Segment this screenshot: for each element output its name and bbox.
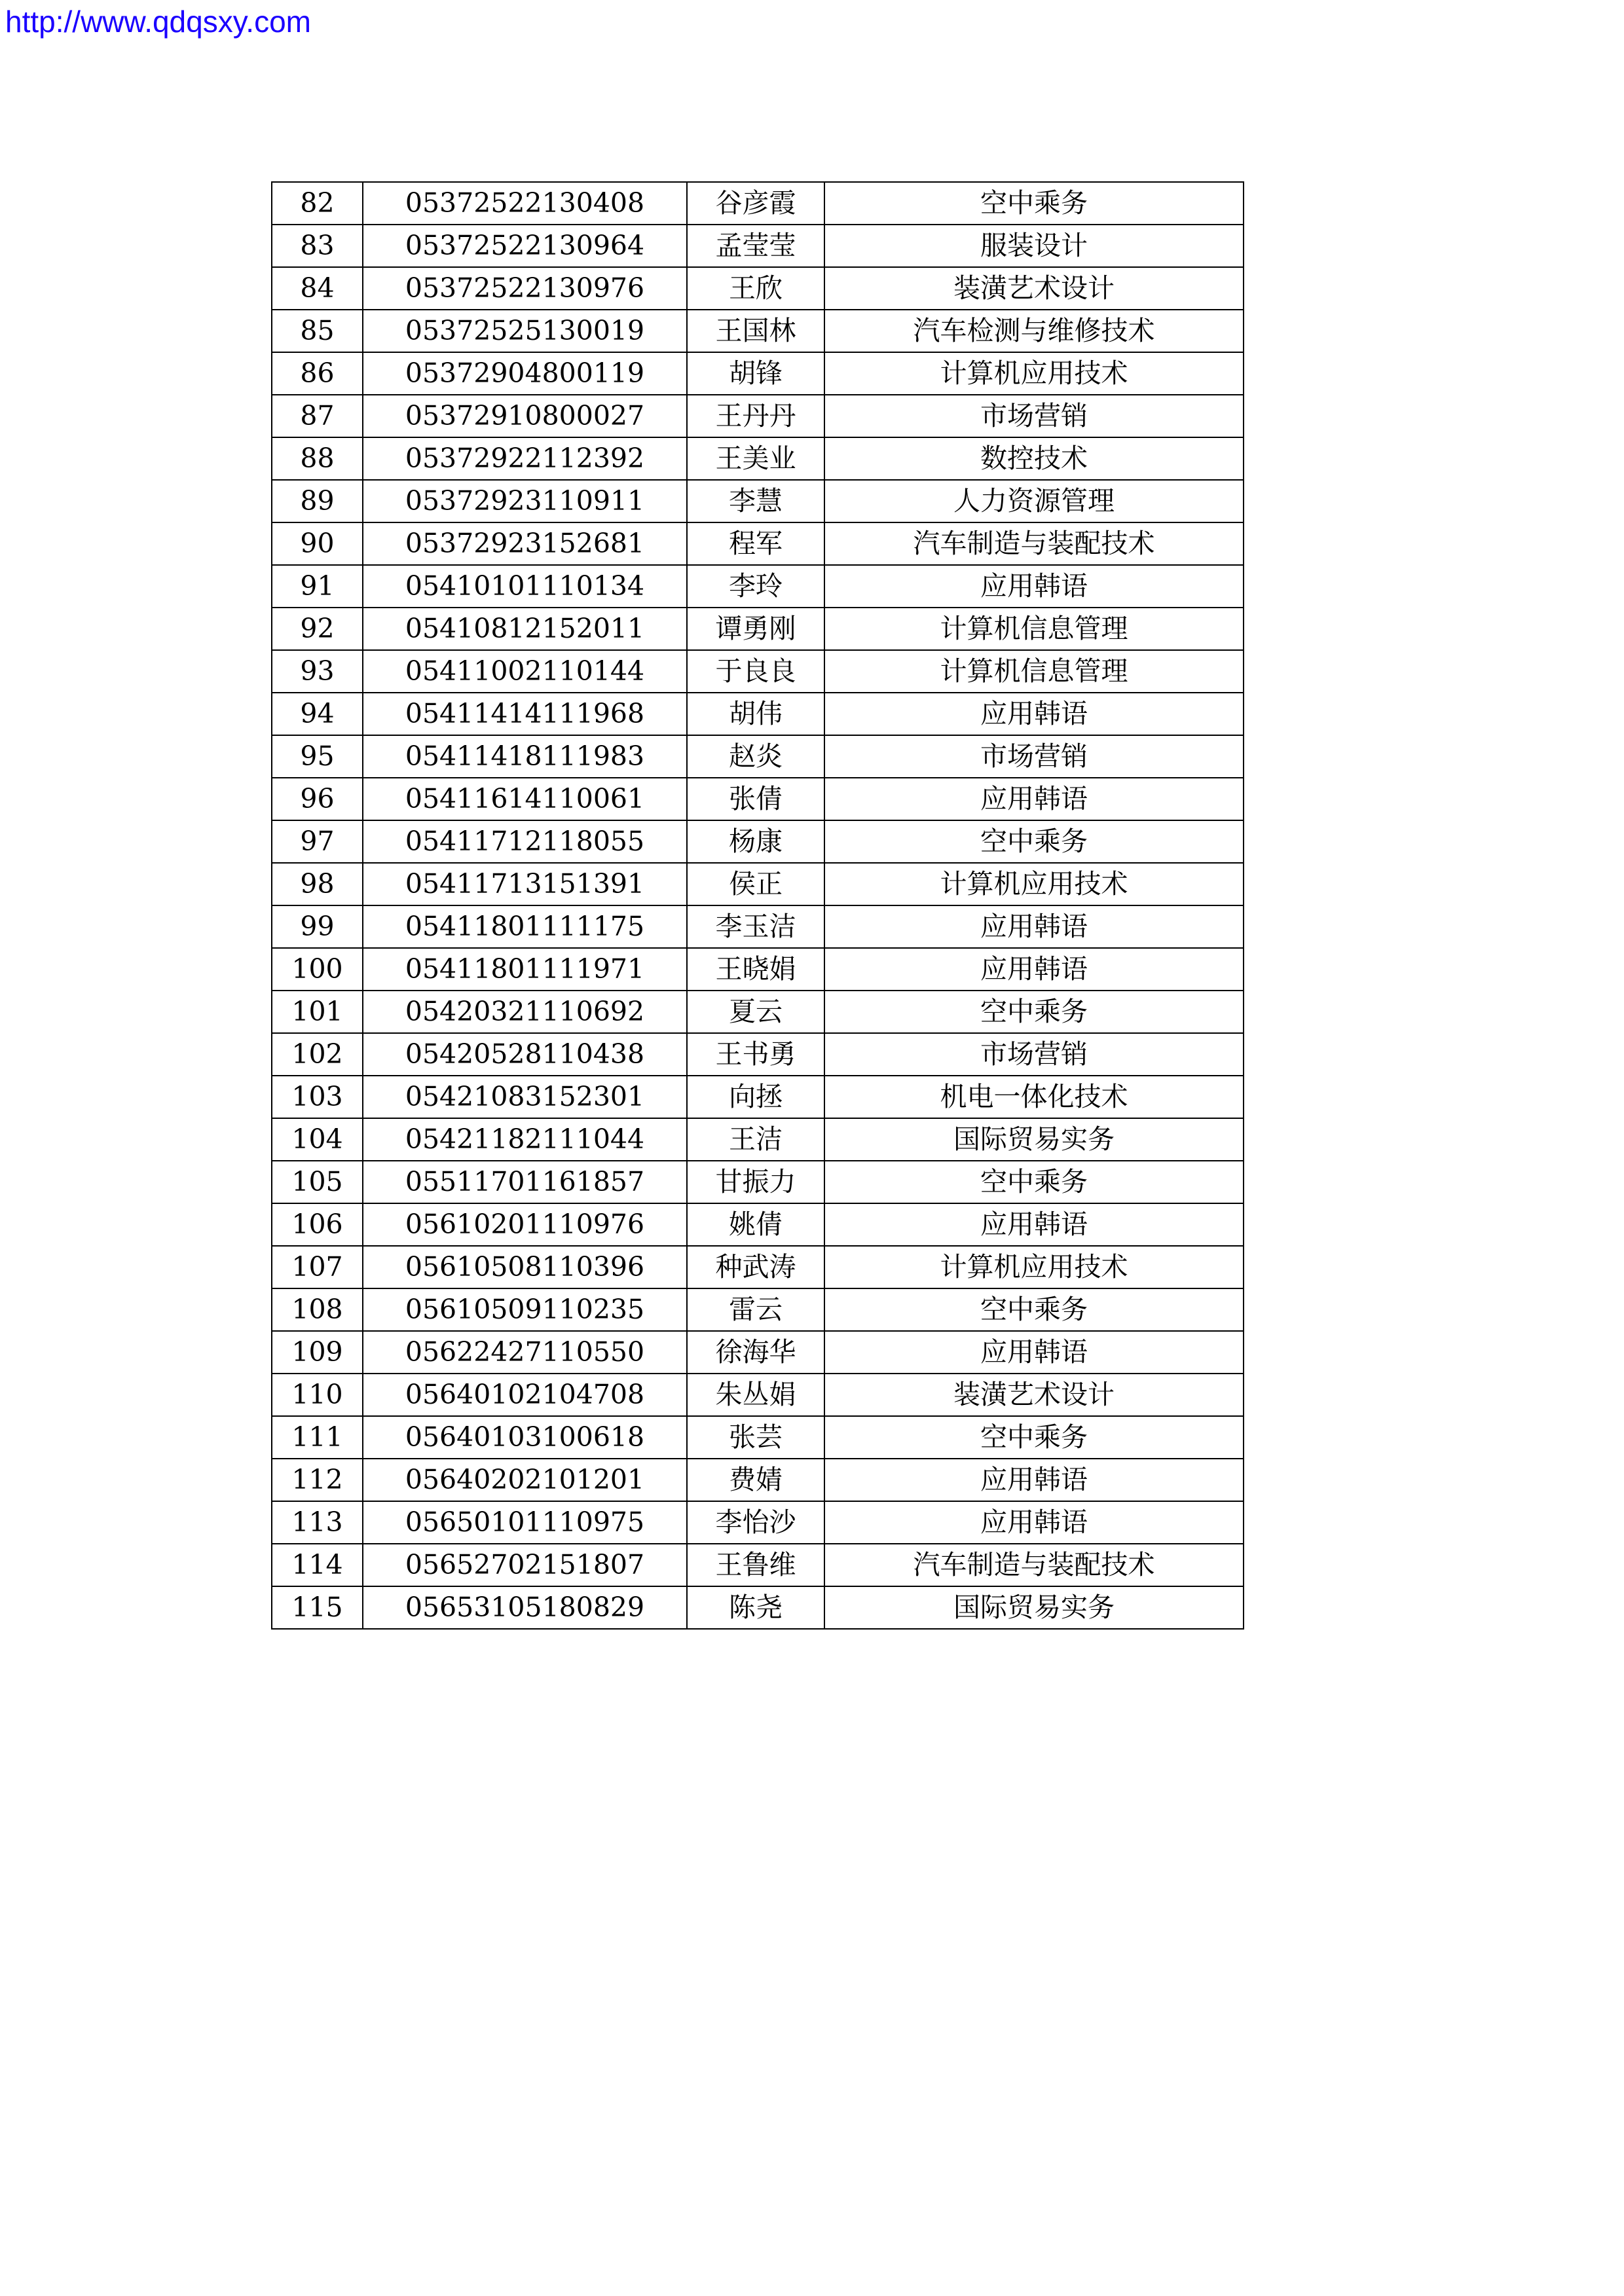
student-name-cell: 向拯 — [687, 1076, 824, 1118]
student-name-cell: 费婧 — [687, 1459, 824, 1501]
major-cell: 装潢艺术设计 — [824, 267, 1244, 310]
roster-body — [272, 182, 1244, 1629]
row-number-cell: 93 — [272, 650, 363, 693]
table-row — [272, 735, 1244, 778]
student-name-cell: 甘振力 — [687, 1161, 824, 1203]
major-cell: 市场营销 — [824, 1033, 1244, 1076]
table-row — [272, 1544, 1244, 1586]
row-number-cell: 85 — [272, 310, 363, 352]
major-cell: 计算机信息管理 — [824, 650, 1244, 693]
exam-id-cell: 05411712118055 — [363, 820, 687, 863]
table-row — [272, 778, 1244, 820]
table-row — [272, 948, 1244, 991]
major-cell: 市场营销 — [824, 735, 1244, 778]
row-number-cell: 83 — [272, 225, 363, 267]
major-cell: 计算机应用技术 — [824, 352, 1244, 395]
exam-id-cell: 05511701161857 — [363, 1161, 687, 1203]
student-name-cell: 张芸 — [687, 1416, 824, 1459]
student-name-cell: 李慧 — [687, 480, 824, 522]
student-name-cell: 陈尧 — [687, 1586, 824, 1629]
student-name-cell: 李怡沙 — [687, 1501, 824, 1544]
student-name-cell: 程军 — [687, 522, 824, 565]
row-number-cell: 89 — [272, 480, 363, 522]
table-row — [272, 991, 1244, 1033]
table-row — [272, 352, 1244, 395]
exam-id-cell: 05372522130976 — [363, 267, 687, 310]
table-row — [272, 1288, 1244, 1331]
row-number-cell: 102 — [272, 1033, 363, 1076]
major-cell: 应用韩语 — [824, 1501, 1244, 1544]
row-number-cell: 113 — [272, 1501, 363, 1544]
exam-id-cell: 05411614110061 — [363, 778, 687, 820]
row-number-cell: 110 — [272, 1374, 363, 1416]
major-cell: 应用韩语 — [824, 905, 1244, 948]
table-row — [272, 1161, 1244, 1203]
student-name-cell: 王鲁维 — [687, 1544, 824, 1586]
table-row — [272, 820, 1244, 863]
major-cell: 空中乘务 — [824, 991, 1244, 1033]
exam-id-cell: 05372910800027 — [363, 395, 687, 437]
row-number-cell: 104 — [272, 1118, 363, 1161]
table-row — [272, 522, 1244, 565]
major-cell: 应用韩语 — [824, 1203, 1244, 1246]
row-number-cell: 98 — [272, 863, 363, 905]
exam-id-cell: 05610509110235 — [363, 1288, 687, 1331]
exam-id-cell: 05411713151391 — [363, 863, 687, 905]
student-name-cell: 于良良 — [687, 650, 824, 693]
row-number-cell: 106 — [272, 1203, 363, 1246]
table-row — [272, 1416, 1244, 1459]
exam-id-cell: 05640202101201 — [363, 1459, 687, 1501]
exam-id-cell: 05610201110976 — [363, 1203, 687, 1246]
row-number-cell: 112 — [272, 1459, 363, 1501]
row-number-cell: 108 — [272, 1288, 363, 1331]
table-row — [272, 1374, 1244, 1416]
student-name-cell: 谭勇刚 — [687, 608, 824, 650]
exam-id-cell: 05411002110144 — [363, 650, 687, 693]
exam-id-cell: 05411414111968 — [363, 693, 687, 735]
table-row — [272, 905, 1244, 948]
exam-id-cell: 05421182111044 — [363, 1118, 687, 1161]
row-number-cell: 115 — [272, 1586, 363, 1629]
student-name-cell: 姚倩 — [687, 1203, 824, 1246]
exam-id-cell: 05650101110975 — [363, 1501, 687, 1544]
row-number-cell: 91 — [272, 565, 363, 608]
student-name-cell: 胡锋 — [687, 352, 824, 395]
row-number-cell: 87 — [272, 395, 363, 437]
major-cell: 空中乘务 — [824, 1288, 1244, 1331]
exam-id-cell: 05622427110550 — [363, 1331, 687, 1374]
major-cell: 汽车制造与装配技术 — [824, 522, 1244, 565]
student-name-cell: 种武涛 — [687, 1246, 824, 1288]
table-row — [272, 437, 1244, 480]
student-name-cell: 王美业 — [687, 437, 824, 480]
exam-id-cell: 05640102104708 — [363, 1374, 687, 1416]
table-row — [272, 182, 1244, 225]
major-cell: 国际贸易实务 — [824, 1586, 1244, 1629]
table-row — [272, 1501, 1244, 1544]
exam-id-cell: 05372922112392 — [363, 437, 687, 480]
row-number-cell: 100 — [272, 948, 363, 991]
student-name-cell: 王洁 — [687, 1118, 824, 1161]
exam-id-cell: 05410101110134 — [363, 565, 687, 608]
table-row — [272, 310, 1244, 352]
major-cell: 服装设计 — [824, 225, 1244, 267]
exam-id-cell: 05411418111983 — [363, 735, 687, 778]
major-cell: 人力资源管理 — [824, 480, 1244, 522]
table-row — [272, 1246, 1244, 1288]
table-row — [272, 565, 1244, 608]
exam-id-cell: 05372522130964 — [363, 225, 687, 267]
table-row — [272, 863, 1244, 905]
exam-id-cell: 05410812152011 — [363, 608, 687, 650]
student-name-cell: 王欣 — [687, 267, 824, 310]
exam-id-cell: 05372923110911 — [363, 480, 687, 522]
row-number-cell: 96 — [272, 778, 363, 820]
site-url-link[interactable]: http://www.qdqsxy.com — [5, 5, 311, 39]
table-row — [272, 1118, 1244, 1161]
major-cell: 应用韩语 — [824, 693, 1244, 735]
row-number-cell: 109 — [272, 1331, 363, 1374]
major-cell: 市场营销 — [824, 395, 1244, 437]
major-cell: 应用韩语 — [824, 1331, 1244, 1374]
student-roster-table — [271, 181, 1244, 1630]
student-name-cell: 王书勇 — [687, 1033, 824, 1076]
major-cell: 装潢艺术设计 — [824, 1374, 1244, 1416]
row-number-cell: 90 — [272, 522, 363, 565]
table-row — [272, 1033, 1244, 1076]
row-number-cell: 111 — [272, 1416, 363, 1459]
student-name-cell: 王晓娟 — [687, 948, 824, 991]
table-row — [272, 395, 1244, 437]
major-cell: 计算机应用技术 — [824, 1246, 1244, 1288]
major-cell: 空中乘务 — [824, 1161, 1244, 1203]
table-row — [272, 1459, 1244, 1501]
major-cell: 计算机应用技术 — [824, 863, 1244, 905]
table-row — [272, 650, 1244, 693]
table-row — [272, 1203, 1244, 1246]
major-cell: 空中乘务 — [824, 182, 1244, 225]
table-row — [272, 267, 1244, 310]
exam-id-cell: 05420321110692 — [363, 991, 687, 1033]
major-cell: 汽车检测与维修技术 — [824, 310, 1244, 352]
student-name-cell: 孟莹莹 — [687, 225, 824, 267]
major-cell: 国际贸易实务 — [824, 1118, 1244, 1161]
exam-id-cell: 05420528110438 — [363, 1033, 687, 1076]
row-number-cell: 97 — [272, 820, 363, 863]
table-row — [272, 225, 1244, 267]
row-number-cell: 95 — [272, 735, 363, 778]
exam-id-cell: 05372904800119 — [363, 352, 687, 395]
major-cell: 计算机信息管理 — [824, 608, 1244, 650]
major-cell: 空中乘务 — [824, 820, 1244, 863]
row-number-cell: 103 — [272, 1076, 363, 1118]
exam-id-cell: 05372522130408 — [363, 182, 687, 225]
row-number-cell: 88 — [272, 437, 363, 480]
student-name-cell: 赵炎 — [687, 735, 824, 778]
row-number-cell: 101 — [272, 991, 363, 1033]
major-cell: 机电一体化技术 — [824, 1076, 1244, 1118]
student-name-cell: 雷云 — [687, 1288, 824, 1331]
exam-id-cell: 05372923152681 — [363, 522, 687, 565]
table-row — [272, 693, 1244, 735]
row-number-cell: 107 — [272, 1246, 363, 1288]
exam-id-cell: 05421083152301 — [363, 1076, 687, 1118]
exam-id-cell: 05411801111971 — [363, 948, 687, 991]
row-number-cell: 99 — [272, 905, 363, 948]
row-number-cell: 92 — [272, 608, 363, 650]
student-name-cell: 胡伟 — [687, 693, 824, 735]
student-name-cell: 张倩 — [687, 778, 824, 820]
exam-id-cell: 05652702151807 — [363, 1544, 687, 1586]
major-cell: 应用韩语 — [824, 778, 1244, 820]
exam-id-cell: 05640103100618 — [363, 1416, 687, 1459]
major-cell: 应用韩语 — [824, 1459, 1244, 1501]
student-name-cell: 王丹丹 — [687, 395, 824, 437]
row-number-cell: 114 — [272, 1544, 363, 1586]
student-name-cell: 谷彦霞 — [687, 182, 824, 225]
row-number-cell: 84 — [272, 267, 363, 310]
major-cell: 应用韩语 — [824, 565, 1244, 608]
student-name-cell: 王国林 — [687, 310, 824, 352]
exam-id-cell: 05653105180829 — [363, 1586, 687, 1629]
row-number-cell: 105 — [272, 1161, 363, 1203]
row-number-cell: 82 — [272, 182, 363, 225]
student-name-cell: 杨康 — [687, 820, 824, 863]
student-name-cell: 李玉洁 — [687, 905, 824, 948]
row-number-cell: 94 — [272, 693, 363, 735]
row-number-cell: 86 — [272, 352, 363, 395]
table-row — [272, 1586, 1244, 1629]
table-row — [272, 1076, 1244, 1118]
major-cell: 空中乘务 — [824, 1416, 1244, 1459]
major-cell: 数控技术 — [824, 437, 1244, 480]
student-name-cell: 朱丛娟 — [687, 1374, 824, 1416]
exam-id-cell: 05372525130019 — [363, 310, 687, 352]
student-name-cell: 夏云 — [687, 991, 824, 1033]
major-cell: 汽车制造与装配技术 — [824, 1544, 1244, 1586]
major-cell: 应用韩语 — [824, 948, 1244, 991]
student-name-cell: 侯正 — [687, 863, 824, 905]
exam-id-cell: 05610508110396 — [363, 1246, 687, 1288]
table-row — [272, 1331, 1244, 1374]
exam-id-cell: 05411801111175 — [363, 905, 687, 948]
table-row — [272, 480, 1244, 522]
table-row — [272, 608, 1244, 650]
student-name-cell: 李玲 — [687, 565, 824, 608]
student-name-cell: 徐海华 — [687, 1331, 824, 1374]
